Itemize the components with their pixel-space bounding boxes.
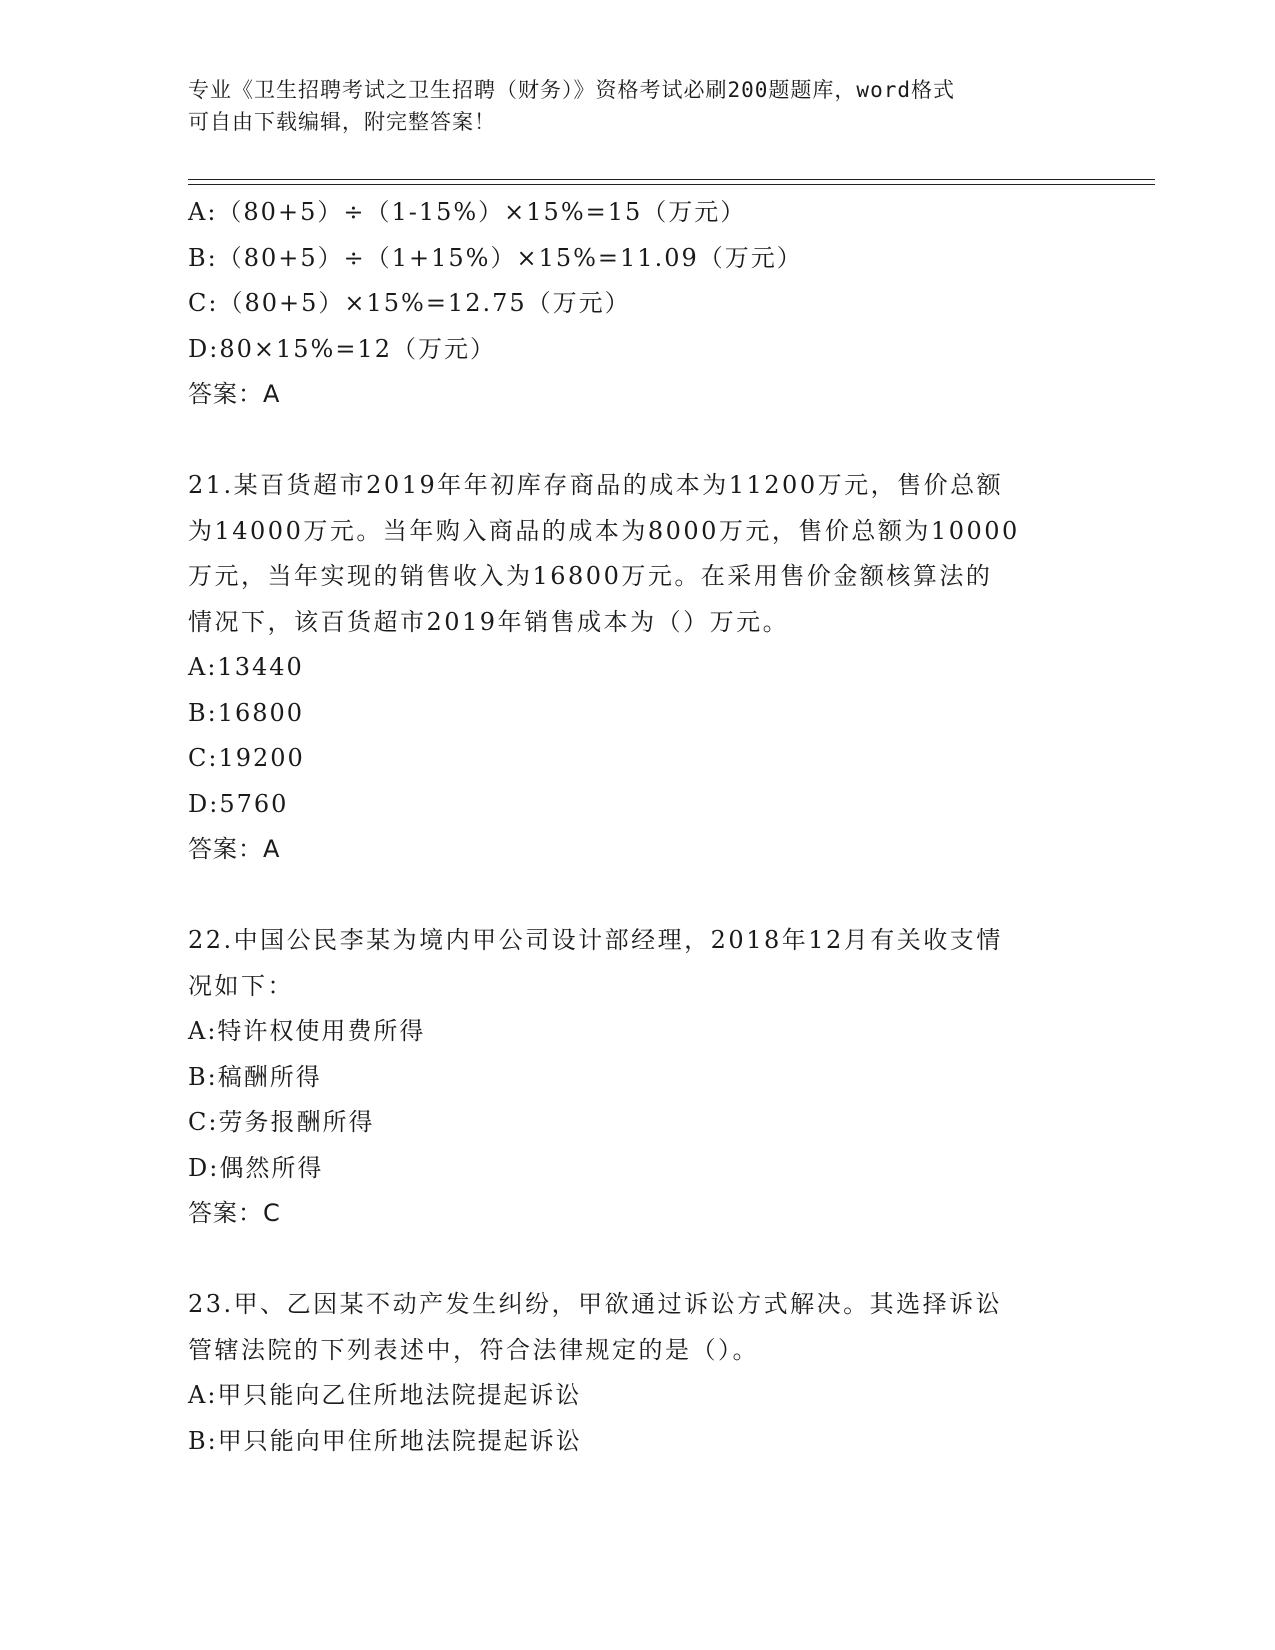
question-list — [188, 190, 1088, 1464]
header-divider-top — [188, 179, 1155, 180]
question-stem — [188, 1282, 1088, 1373]
answer-line: 答案：A — [188, 835, 281, 863]
option-b: B:16800 — [188, 698, 305, 727]
answer-line: 答案：A — [188, 380, 281, 408]
stem-line: 21.某百货超市2019年年初库存商品的成本为11200万元，售价总额 — [188, 471, 1004, 499]
document-header — [188, 74, 1068, 138]
header-title-line-2: 可自由下载编辑，附完整答案！ — [188, 110, 496, 134]
stem-line: 为14000万元。当年购入商品的成本为8000万元，售价总额为10000 — [188, 516, 1020, 545]
header-divider-bottom — [188, 184, 1155, 185]
question-23 — [188, 1282, 1088, 1464]
option-c: C:劳务报酬所得 — [188, 1108, 375, 1136]
answer-line: 答案：C — [188, 1199, 281, 1227]
option-b: B:稿酬所得 — [188, 1062, 322, 1091]
option-b: B:（80+5）÷（1+15%）×15%=11.09（万元） — [188, 243, 803, 272]
stem-line: 况如下： — [188, 971, 294, 1000]
stem-line: 情况下，该百货超市2019年销售成本为（）万元。 — [188, 607, 790, 636]
question-stem — [188, 918, 1088, 1009]
header-title-line-1: 专业《卫生招聘考试之卫生招聘（财务）》资格考试必刷200题题库，word格式 — [188, 78, 955, 102]
question-21 — [188, 463, 1088, 873]
option-a: A:特许权使用费所得 — [188, 1017, 426, 1045]
option-b: B:甲只能向甲住所地法院提起诉讼 — [188, 1426, 582, 1455]
stem-line: 管辖法院的下列表述中，符合法律规定的是（）。 — [188, 1335, 759, 1364]
option-a: A:（80+5）÷（1-15%）×15%=15（万元） — [188, 198, 747, 226]
stem-line: 23.甲、乙因某不动产发生纠纷，甲欲通过诉讼方式解决。其选择诉讼 — [188, 1290, 1003, 1318]
stem-line: 万元，当年实现的销售收入为16800万元。在采用售价金额核算法的 — [188, 562, 993, 590]
option-c: C:19200 — [188, 744, 305, 772]
question-stem — [188, 463, 1088, 645]
option-d: D:80×15%=12（万元） — [188, 334, 496, 363]
option-c: C:（80+5）×15%=12.75（万元） — [188, 289, 631, 317]
stem-line: 22.中国公民李某为境内甲公司设计部经理，2018年12月有关收支情 — [188, 926, 1003, 954]
question-20 — [188, 190, 1088, 418]
option-a: A:甲只能向乙住所地法院提起诉讼 — [188, 1381, 582, 1409]
option-d: D:偶然所得 — [188, 1153, 324, 1182]
option-d: D:5760 — [188, 789, 289, 818]
question-22 — [188, 918, 1088, 1237]
option-a: A:13440 — [188, 653, 304, 681]
